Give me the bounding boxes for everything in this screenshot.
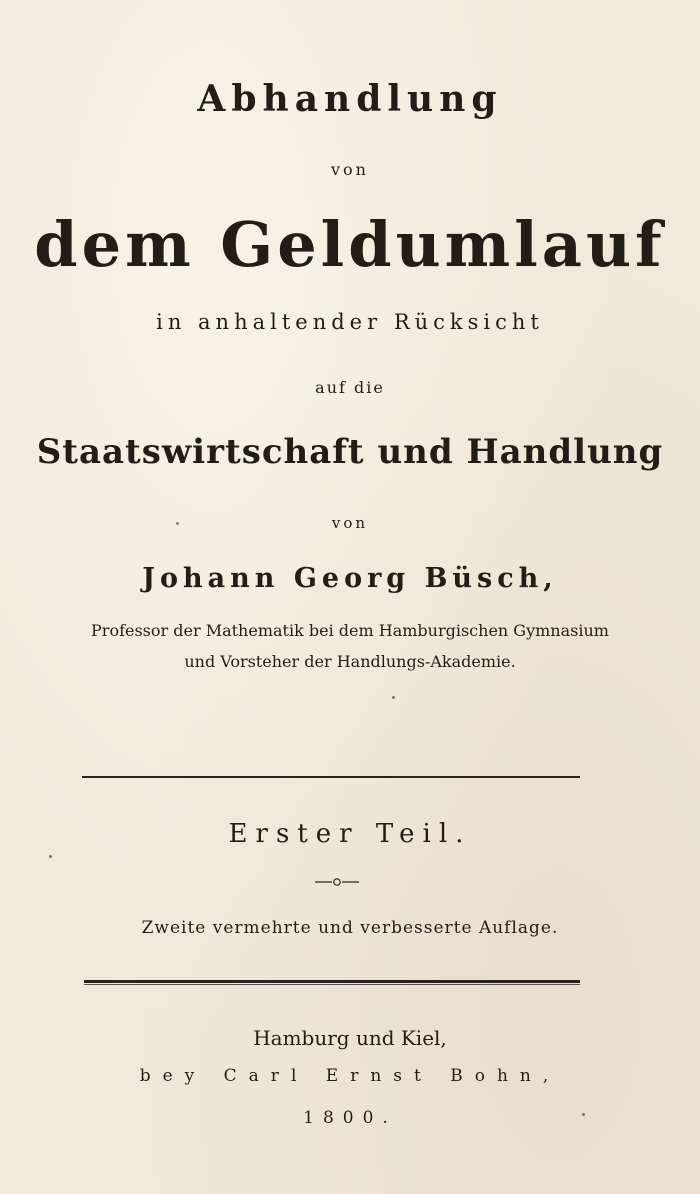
author-title-line-2: und Vorsteher der Handlungs-Akademie. bbox=[184, 652, 516, 671]
part-label: Erster Teil. bbox=[228, 819, 472, 849]
divider-rule-bottom bbox=[84, 980, 580, 985]
author-title-line-1: Professor der Mathematik bei dem Hamburgischen Gymnasium bbox=[91, 621, 609, 640]
publication-year: 1800. bbox=[303, 1108, 397, 1128]
subtitle-line-1: in anhaltender Rücksicht bbox=[156, 310, 544, 334]
edition-line: Zweite vermehrte und verbesserte Auflage. bbox=[141, 918, 559, 938]
ornament-icon bbox=[315, 877, 359, 887]
printer-line: bey Carl Ernst Bohn, bbox=[139, 1066, 561, 1086]
subtitle-line-3: Staatswirtschaft und Handlung bbox=[36, 432, 664, 472]
author-name: Johann Georg Büsch, bbox=[142, 563, 558, 594]
von-line-1: von bbox=[331, 160, 369, 179]
paper-speck bbox=[582, 1113, 585, 1116]
publication-place: Hamburg und Kiel, bbox=[253, 1026, 447, 1050]
book-title: Abhandlung bbox=[197, 78, 503, 120]
von-line-2: von bbox=[331, 514, 369, 532]
divider-rule-top bbox=[82, 776, 580, 778]
main-title: dem Geldumlauf bbox=[34, 208, 666, 281]
subtitle-line-2: auf die bbox=[315, 378, 385, 397]
paper-speck bbox=[176, 522, 179, 525]
paper-speck bbox=[392, 696, 395, 699]
paper-speck bbox=[49, 855, 52, 858]
